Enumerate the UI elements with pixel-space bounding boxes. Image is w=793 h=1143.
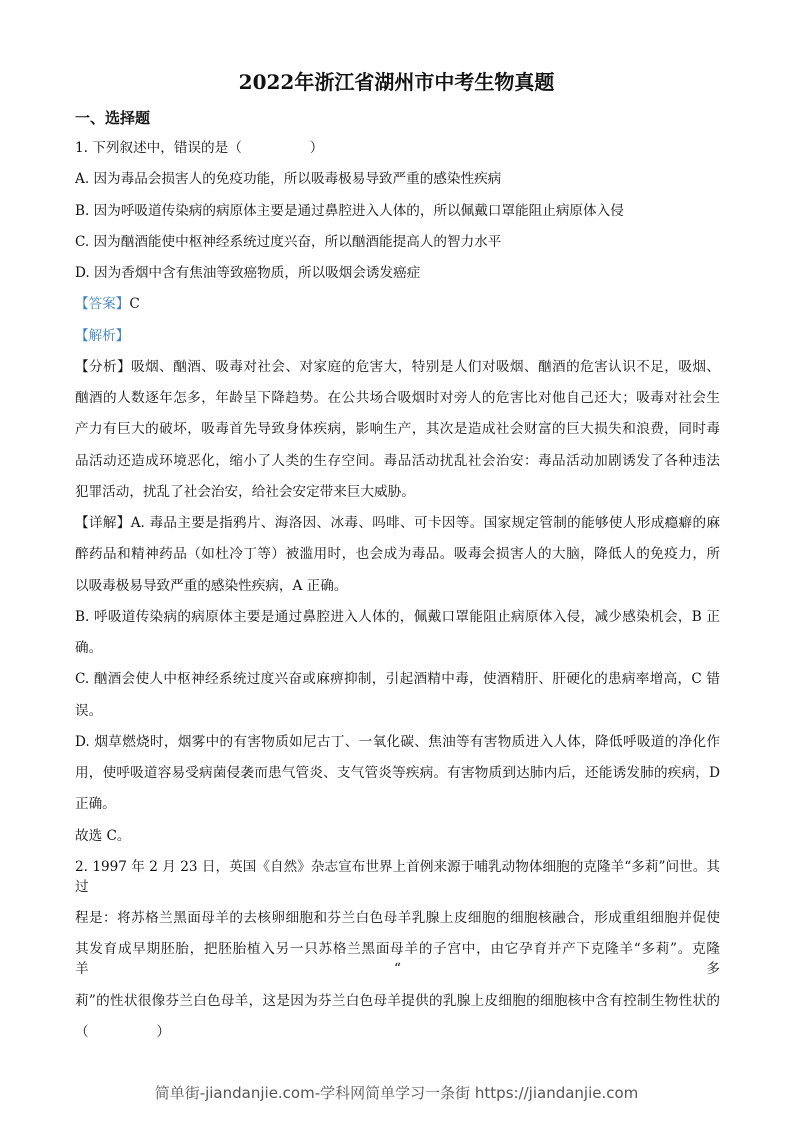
line-text: 确。 — [75, 640, 103, 656]
line-text: 程是：将苏格兰黑面母羊的去核卵细胞和芬兰白色母羊乳腺上皮细胞的细胞核融合，形成重组细胞并促使 — [75, 910, 720, 926]
text-line — [75, 326, 720, 357]
text-line — [75, 857, 720, 908]
answer-label: 【解析】 — [75, 327, 130, 344]
text-line — [75, 607, 720, 638]
line-text: 【分析】吸烟、酗酒、吸毒对社会、对家庭的危害大，特别是人们对吸烟、酗酒的危害认识不足，吸烟、 — [75, 358, 720, 375]
text-line — [75, 763, 720, 794]
line-text: 酗酒的人数逐年怎多，年龄呈下降趋势。在公共场合吸烟时对旁人的危害比对他自己还大；吸毒对社会生 — [75, 390, 720, 406]
text-line — [75, 638, 720, 669]
text-line — [75, 908, 720, 939]
text-line — [75, 576, 720, 607]
line-text: 其发育成早期胚胎，把胚胎植入另一只苏格兰黑面母羊的子宫中，由它孕育并产下克隆羊“多莉”。克隆羊“多 — [75, 941, 720, 978]
line-text: B. 呼吸道传染病的病原体主要是通过鼻腔进入人体的，佩戴口罩能阻止病原体入侵，减少感染机会，B 正 — [75, 608, 720, 625]
text-line — [75, 701, 720, 732]
document-body — [0, 138, 793, 1053]
text-line — [75, 388, 720, 419]
line-text: B. 因为呼吸道传染病的病原体主要是通过鼻腔进入人体的，所以佩戴口罩能阻止病原体入侵 — [75, 202, 624, 219]
text-line — [75, 201, 720, 232]
text-line — [75, 991, 720, 1022]
line-text: 【详解】A. 毒品主要是指鸦片、海洛因、冰毒、吗啡、可卡因等。国家规定管制的能够使人形成瘾癖的麻 — [75, 515, 720, 531]
footer-watermark: 简单街-jiandanjie.com-学科网简单学习一条街 https://jiandanjie.com — [154, 1084, 639, 1102]
text-line — [75, 451, 720, 482]
text-line — [75, 1022, 720, 1053]
line-text: 品活动还造成环境恶化，缩小了人类的生存空间。毒品活动扰乱社会治安：毒品活动加剧诱发了各种违法 — [75, 452, 720, 469]
line-text: 故选 C。 — [75, 827, 131, 844]
answer-value: C — [129, 296, 140, 313]
line-text: 误。 — [75, 702, 103, 719]
text-line — [75, 294, 720, 325]
answer-label: 【答案】 — [75, 296, 130, 313]
line-text: 醉药品和精神药品（如杜冷丁等）被滥用时，也会成为毒品。吸毒会损害人的大脑，降低人的免疫力，所 — [75, 546, 720, 563]
text-line — [75, 138, 720, 169]
text-line — [75, 826, 720, 857]
line-text: 正确。 — [75, 796, 116, 813]
text-line — [75, 732, 720, 763]
text-line — [75, 357, 720, 388]
text-line — [75, 169, 720, 200]
text-line — [75, 263, 720, 294]
line-text: 产力有巨大的破坏，吸毒首先导致身体疾病，影响生产，其次是造成社会财富的巨大损失和浪费，同时毒 — [75, 421, 720, 438]
text-line — [75, 482, 720, 513]
line-text: D. 烟草燃烧时，烟雾中的有害物质如尼古丁、一氧化碳、焦油等有害物质进入人体，降低呼吸道的净化作 — [75, 733, 720, 750]
line-text: A. 因为毒品会损害人的免疫功能，所以吸毒极易导致严重的感染性疾病 — [75, 171, 502, 188]
text-line — [75, 794, 720, 825]
text-line — [75, 939, 720, 990]
line-text: 以吸毒极易导致严重的感染性疾病，A 正确。 — [75, 577, 348, 594]
text-line — [75, 669, 720, 700]
text-line — [75, 544, 720, 575]
text-line — [75, 232, 720, 263]
line-text: 犯罪活动，扰乱了社会治安，给社会安定带来巨大威胁。 — [75, 483, 415, 500]
text-line — [75, 419, 720, 450]
line-text: （ ） — [75, 1023, 171, 1040]
line-text: 用，使呼吸道容易受病菌侵袭而患气管炎、支气管炎等疾病。有害物质到达肺内后，还能诱发肺的疾病，D — [75, 765, 720, 781]
text-line — [75, 513, 720, 544]
line-text: C. 因为酗酒能使中枢神经系统过度兴奋，所以酗酒能提高人的智力水平 — [75, 233, 502, 250]
page-title: 2022年浙江省湖州市中考生物真题 — [238, 70, 555, 94]
line-text: 莉”的性状很像芬兰白色母羊，这是因为芬兰白色母羊提供的乳腺上皮细胞的细胞核中含有控制生物性状的 — [75, 992, 720, 1009]
line-text: D. 因为香烟中含有焦油等致癌物质，所以吸烟会诱发癌症 — [75, 265, 421, 281]
section-heading: 一、选择题 — [75, 109, 151, 127]
line-text: 2. 1997 年 2 月 23 日，英国《自然》杂志宣布世界上首例来源于哺乳动物体细胞的克隆羊“多莉”问世。其过 — [75, 858, 720, 895]
line-text: 1. 下列叙述中，错误的是（ ） — [75, 140, 324, 156]
line-text: C. 酗酒会使人中枢神经系统过度兴奋或麻痹抑制，引起酒精中毒，使酒精肝、肝硬化的患病率增高，C 错 — [75, 671, 720, 688]
